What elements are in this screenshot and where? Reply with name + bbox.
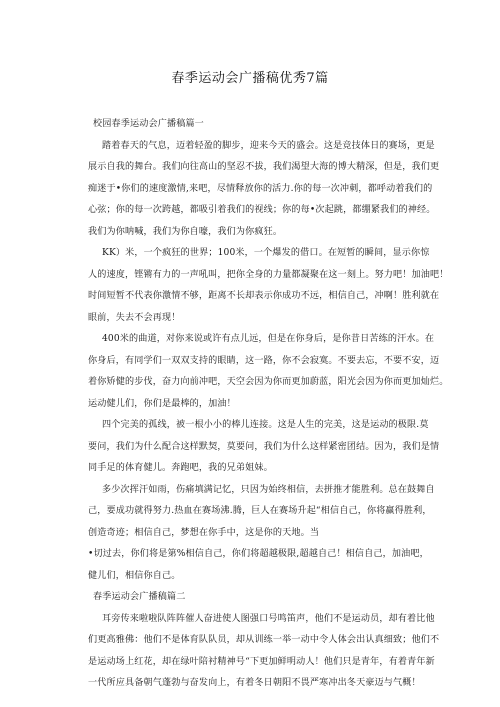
document-body [88,114,449,695]
paragraph-line: 着你矫健的步伐，奋力向前冲吧，天空会因为你而更加蔚蓝，阳光会因为你而更加灿烂。 [88,377,449,387]
paragraph-line: 心弦；你的每一次跨越，都吸引着我们的视线；你的每•次起跳，都绷紧我们的神经。 [88,205,436,215]
paragraph-line: 己，要成功就得努力.热血在赛场沸.腾，巨人在赛场升起“相信自己，你将赢得胜利， [88,506,432,516]
paragraph-line: KK）米，一个疯狂的世界；100米，一个爆发的借口。在短暂的瞬间，显示你惊 [102,248,430,258]
paragraph-line: 多少次挥汗如雨，伤痛填满记忆，只因为始终相信，去拼推才能胜利。总在鼓舞自 [102,484,435,495]
paragraph-line: 眼前，失去不会再现！ [88,312,181,323]
paragraph-line: 展示自我的舞台。我们向往高山的坚忍不拔，我们渴望大海的博大精深，但是，我们更 [88,162,440,172]
paragraph-line: 是运动场上红花，却在绿叶陪衬精神号“下更加鲜明动人！他们只是青年，有着青年新 [88,656,435,667]
paragraph-line: 人的速度，铿锵有力的一声吼叫，把你全身的力量都凝聚在这一刻上。努力吧！加油吧！ [88,269,449,280]
paragraph-line: 要问，我们为什么配合这样默契，莫要问，我们为什么这样紧密团结。因为，我们是情 [88,441,440,452]
paragraph-line: 健儿们，相信你自己。 [88,570,181,581]
paragraph-line: 耳旁传来啦啦队阵阵催人奋进使人图强口号鸣笛声，他们不是运动员，却有着比他 [102,613,435,624]
paragraph-line: 时间短暂不代表你激情不够，距离不长却表示你成功不远，相信自己，冲啊！胜利就在 [88,291,440,301]
paragraph-line: 一代所应具备朝气蓬勃与奋发向上，有着冬日朝阳不畏严寒冲出冬天豪迈与气概！ [88,678,421,688]
section-heading: 春季运动会广播稿篇二 [93,592,186,602]
paragraph-line: 四个完美的孤线，被一根小小的棒儿连接。这是人生的完美，这是运动的极限.莫 [102,420,429,430]
paragraph-line: 我们为你呐喊，我们为你自嚎，我们为你疯狂。 [88,226,283,237]
paragraph-line: 运动健儿们，你们是最棒的，加油！ [88,398,236,409]
paragraph-line: 你身后，有同学们一双双支持的眼睛，这一路，你不会寂寞。不要去忘，不要不安，迈 [88,355,440,366]
document-title: 春季运动会广播稿优秀7篇 [171,71,329,86]
paragraph-line: 创造奇迹；相信自己，梦想在你手中，这是你的天地。当 [88,527,320,538]
paragraph-line: 400米的曲道，对你来说或许有点儿远，但是在你身后，是你昔日苦练的汗水。在 [102,334,435,344]
paragraph-line: 踏着春天的气息，迈着轻盈的脚步，迎来今天的盛会。这是竞技体日的赛场，更是 [102,140,435,151]
paragraph-line: 痴迷于•你们的速度激情,来吧，尽情释放你的活力.你的每一次冲刺，都呼动着我们的 [88,183,433,194]
paragraph-line: •切过去，你们将是第%相信自己，你们将超越极限,超越自己！相信自己，加油吧， [88,549,429,559]
paragraph-line: 同手足的体育健儿。奔跑吧，我的兄弟姐妹。 [88,463,273,473]
section-heading: 校园春季运动会广播稿篇一 [93,119,204,129]
paragraph-line: 们更高雅佛：他们不是体育队队员，却从训练一举一动中令人体会出认真细致；他们不 [88,635,440,645]
